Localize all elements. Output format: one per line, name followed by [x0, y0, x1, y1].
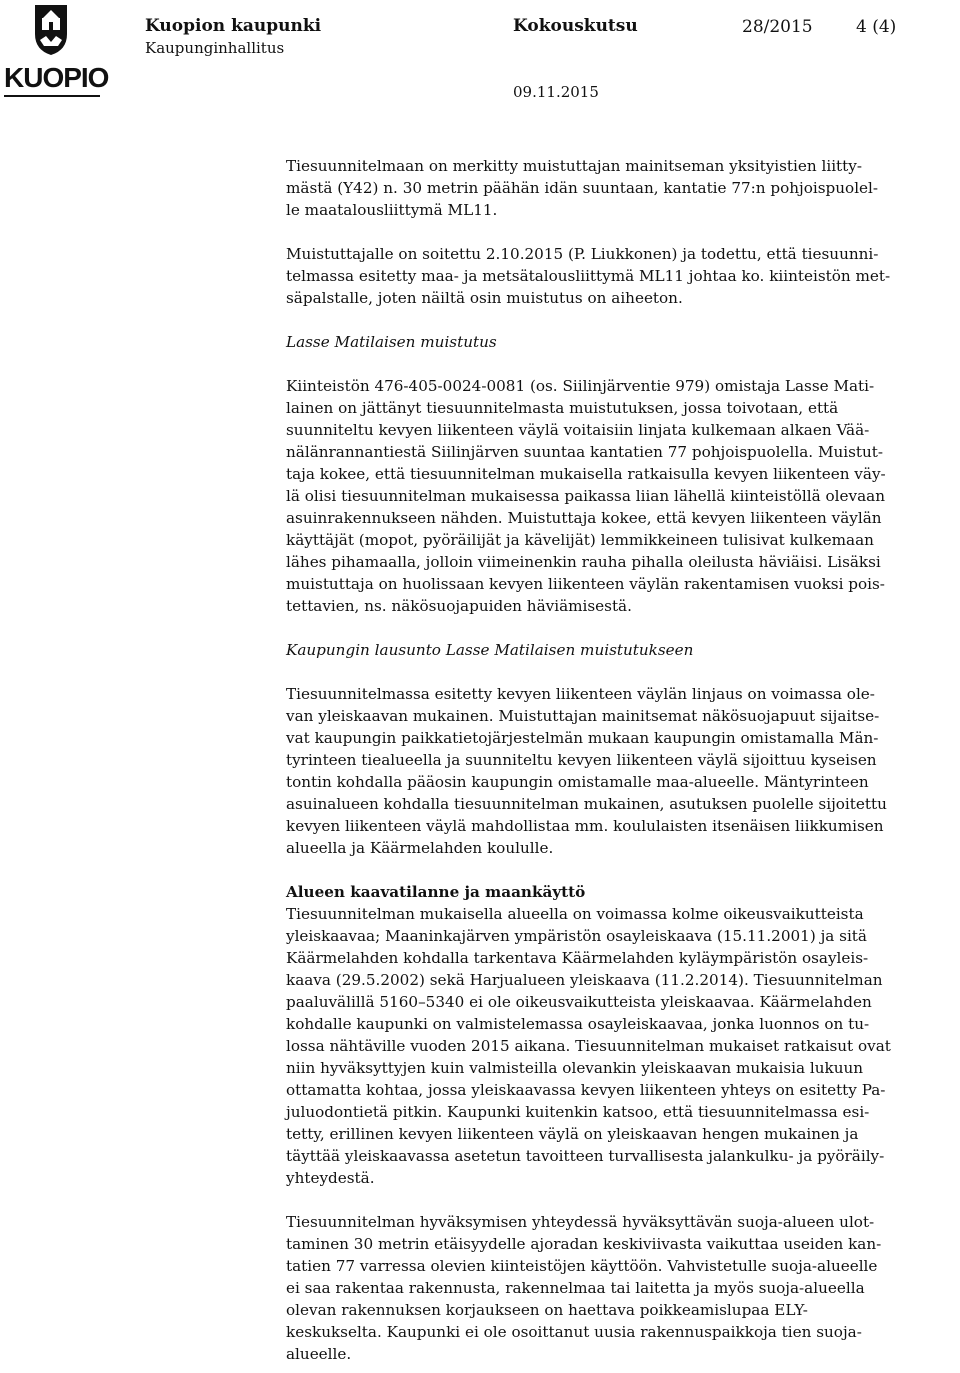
- text-line: asuinalueen kohdalla tiesuunnitelman mukainen, asutuksen puolelle sijoitettu: [286, 795, 887, 813]
- text-line: Tiesuunnitelmaan on merkitty muistuttajan mainitseman yksityistien liitty-: [286, 157, 862, 175]
- text-line: täyttää yleiskaavassa asetetun tavoitteen turvallisesta jalankulku- ja pyöräily-: [286, 1147, 885, 1165]
- text-line: tetty, erillinen kevyen liikenteen väylä on yleiskaavan hengen mukainen ja: [286, 1125, 859, 1143]
- text-line: mästä (Y42) n. 30 metrin päähän idän suuntaan, kantatie 77:n pohjoispuolel-: [286, 179, 879, 197]
- text-line: Lasse Matilaisen muistutus: [286, 333, 497, 351]
- text-line: nälänrannantiestä Siilinjärven suuntaa kantatien 77 pohjoispuolella. Muistut-: [286, 443, 884, 461]
- text-line: Muistuttajalle on soitettu 2.10.2015 (P. Liukkonen) ja todettu, että tiesuunni-: [286, 245, 879, 263]
- text-line: Tiesuunnitelman hyväksymisen yhteydessä hyväksyttävän suoja-alueen ulot-: [286, 1213, 875, 1231]
- text-line: Tiesuunnitelman mukaisella alueella on voimassa kolme oikeusvaikutteista: [286, 905, 864, 923]
- paragraph-spacer: [286, 617, 960, 639]
- paragraph: [286, 1211, 960, 1365]
- paragraph-spacer: [286, 1189, 960, 1211]
- text-line: Käärmelahden kohdalla tarkentava Käärmelahden kyläympäristön osayleis-: [286, 949, 869, 967]
- header-page: 4 (4): [856, 17, 897, 37]
- logo-wordmark: KUOPIO: [4, 62, 109, 93]
- header-org: Kuopion kaupunki: [145, 16, 322, 36]
- paragraph-spacer: [286, 309, 960, 331]
- text-line: lä olisi tiesuunnitelman mukaisessa paikassa liian lähellä kiinteistöllä olevaan: [286, 487, 885, 505]
- text-line: vat kaupungin paikkatietojärjestelmän mukaan kaupungin omistamalla Män-: [286, 729, 879, 747]
- text-line: lossa nähtäville vuoden 2015 aikana. Tiesuunnitelman mukaiset ratkaisut ovat: [286, 1037, 891, 1055]
- text-line: lainen on jättänyt tiesuunnitelmasta muistutuksen, jossa toivotaan, että: [286, 399, 839, 417]
- text-line: paaluvälillä 5160–5340 ei ole oikeusvaikutteista yleiskaavaa. Käärmelahden: [286, 993, 872, 1011]
- text-line: alueelle.: [286, 1345, 352, 1363]
- text-line: asuinrakennukseen nähden. Muistuttaja kokee, että kevyen liikenteen väylän: [286, 509, 882, 527]
- paragraph: [286, 243, 960, 309]
- text-line: Alueen kaavatilanne ja maankäyttö: [286, 883, 586, 901]
- text-line: lähes pihamaalla, jolloin viimeinenkin rauha pihalla oleilusta häviäisi. Lisäksi: [286, 553, 881, 571]
- text-line: Kiinteistön 476-405-0024-0081 (os. Siilinjärventie 979) omistaja Lasse Mati-: [286, 377, 875, 395]
- text-line: säpalstalle, joten näiltä osin muistutus on aiheeton.: [286, 289, 683, 307]
- text-line: tontin kohdalla pääosin kaupungin omistamalle maa-alueelle. Mäntyrinteen: [286, 773, 869, 791]
- text-line: Kaupungin lausunto Lasse Matilaisen muistutukseen: [286, 641, 694, 659]
- text-line: niin hyväksyttyjen kuin valmisteilla olevankin yleiskaavan mukaisia lukuun: [286, 1059, 864, 1077]
- text-line: kohdalle kaupunki on valmistelemassa osayleiskaavaa, jonka luonnos on tu-: [286, 1015, 870, 1033]
- text-line: muistuttaja on huolissaan kevyen liikenteen väylän rakentamisen vuoksi pois-: [286, 575, 885, 593]
- text-line: keskukselta. Kaupunki ei ole osoittanut uusia rakennuspaikkoja tien suoja-: [286, 1323, 862, 1341]
- kuopio-logo: [4, 4, 109, 96]
- text-line: alueella ja Käärmelahden koululle.: [286, 839, 554, 857]
- header-doc-type: Kokouskutsu: [513, 16, 638, 36]
- subheading: [286, 331, 960, 353]
- text-line: tatien 77 varressa olevien kiinteistöjen käyttöön. Vahvistetulle suoja-alueelle: [286, 1257, 878, 1275]
- text-line: le maatalousliittymä ML11.: [286, 201, 498, 219]
- text-line: ei saa rakentaa rakennusta, rakennelmaa tai laitetta ja myös suoja-alueella: [286, 1279, 865, 1297]
- text-line: yleiskaavaa; Maaninkajärven ympäristön osayleiskaava (15.11.2001) ja sitä: [286, 927, 867, 945]
- text-line: ottamatta kohtaa, jossa yleiskaavassa kevyen liikenteen yhteys on esitetty Pa-: [286, 1081, 886, 1099]
- text-line: suunniteltu kevyen liikenteen väylä voitaisiin linjata kulkemaan alkaen Vää-: [286, 421, 870, 439]
- paragraph: [286, 155, 960, 221]
- paragraph-spacer: [286, 221, 960, 243]
- paragraph: [286, 683, 960, 859]
- text-line: tyrinteen tiealueella ja suunniteltu kevyen liikenteen väylä sijoittuu kyseisen: [286, 751, 877, 769]
- subheading: [286, 639, 960, 661]
- paragraph-spacer: [286, 859, 960, 881]
- header-number: 28/2015: [742, 17, 813, 37]
- text-line: kevyen liikenteen väylä mahdollistaa mm. koululaisten itsenäisen liikkumisen: [286, 817, 884, 835]
- paragraph-spacer: [286, 661, 960, 683]
- text-line: juluodontietä pitkin. Kaupunki kuitenkin katsoo, että tiesuunnitelmassa esi-: [286, 1103, 870, 1121]
- text-line: olevan rakennuksen korjaukseen on haettava poikkeamislupaa ELY-: [286, 1301, 808, 1319]
- text-line: käyttäjät (mopot, pyöräilijät ja kävelijät) lemmikkeineen tulisivat kulkemaan: [286, 531, 874, 549]
- section-heading: [286, 881, 960, 903]
- text-line: kaava (29.5.2002) sekä Harjualueen yleiskaava (11.2.2014). Tiesuunnitelman: [286, 971, 883, 989]
- text-line: taminen 30 metrin etäisyydelle ajoradan keskiviivasta vaikuttaa useiden kan-: [286, 1235, 882, 1253]
- text-line: Tiesuunnitelmassa esitetty kevyen liikenteen väylän linjaus on voimassa ole-: [286, 685, 875, 703]
- coat-of-arms-icon: [34, 4, 68, 56]
- text-line: taja kokee, että tiesuunnitelman mukaisella ratkaisulla kevyen liikenteen väy-: [286, 465, 886, 483]
- header-date: 09.11.2015: [513, 83, 599, 101]
- paragraph: [286, 375, 960, 617]
- document-body: [286, 155, 960, 1365]
- logo-underline: [4, 95, 100, 97]
- header-body: Kaupunginhallitus: [145, 39, 285, 57]
- text-line: yhteydestä.: [286, 1169, 375, 1187]
- text-line: van yleiskaavan mukainen. Muistuttajan mainitsemat näkösuojapuut sijaitse-: [286, 707, 880, 725]
- paragraph-spacer: [286, 353, 960, 375]
- text-line: tettavien, ns. näkösuojapuiden häviämisestä.: [286, 597, 632, 615]
- text-line: telmassa esitetty maa- ja metsätalousliittymä ML11 johtaa ko. kiinteistön met-: [286, 267, 891, 285]
- paragraph: [286, 903, 960, 1189]
